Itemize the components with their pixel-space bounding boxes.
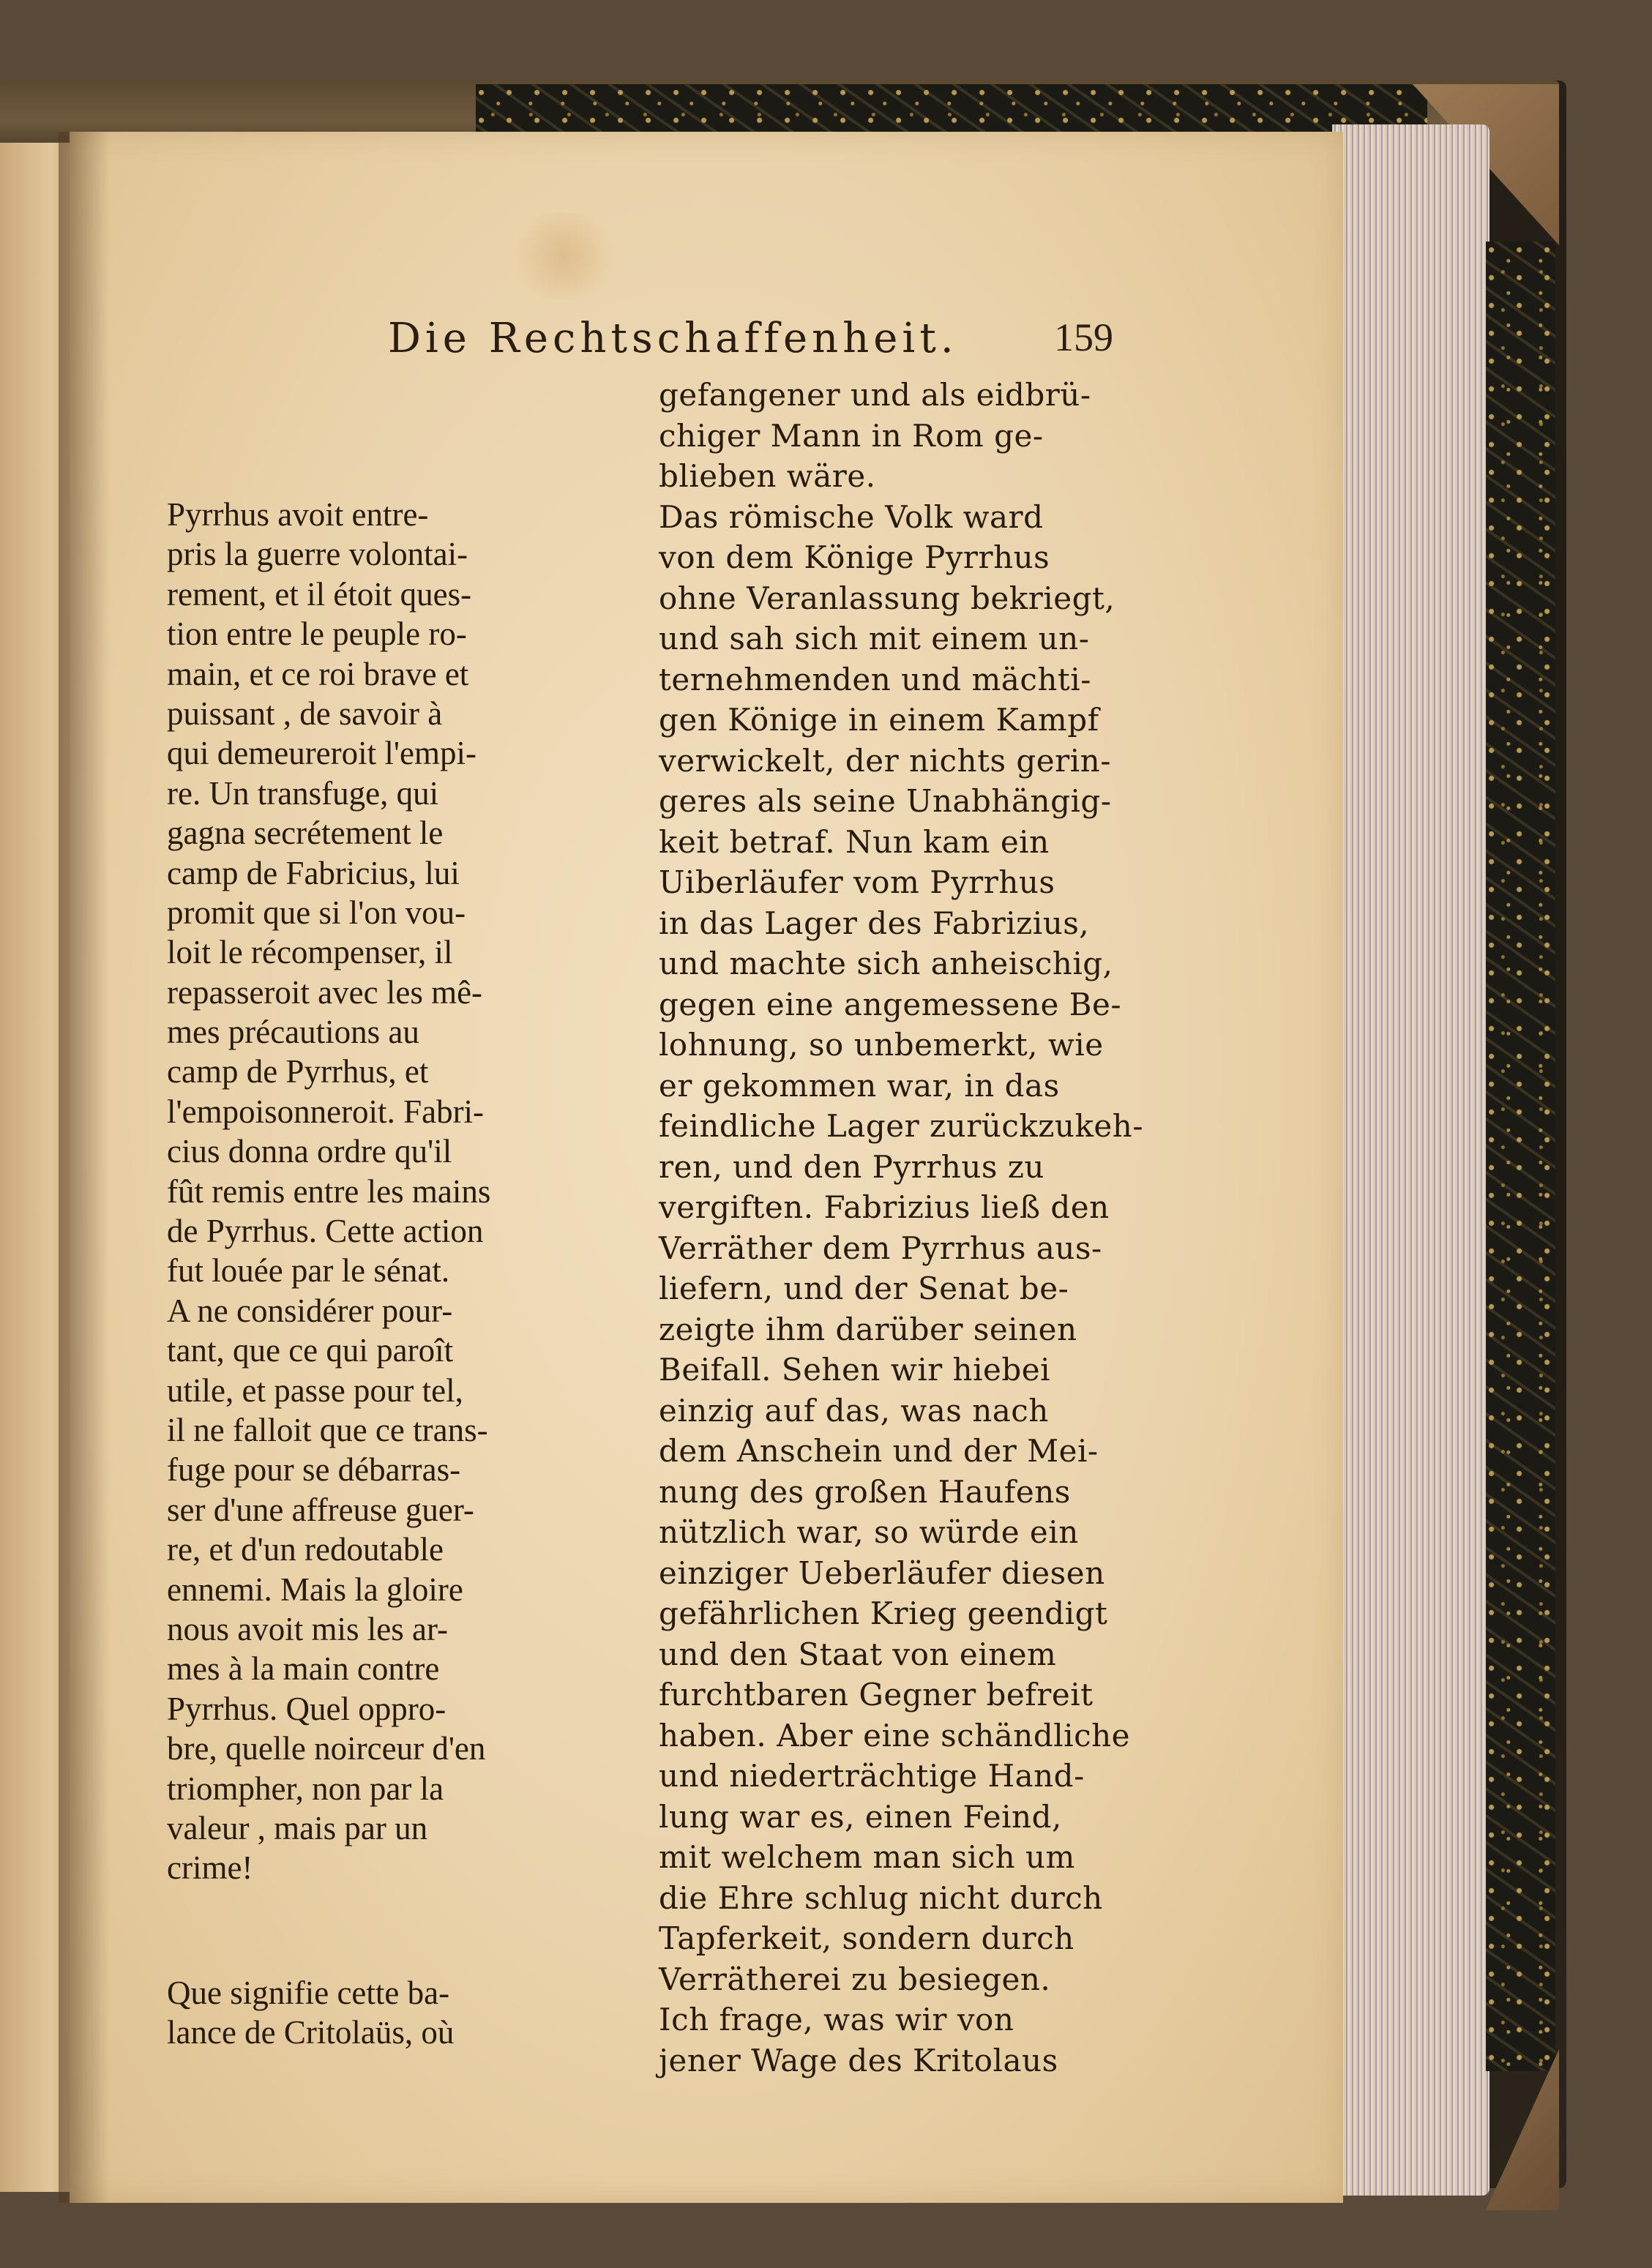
- page-number: 159: [1054, 315, 1113, 359]
- text-line: keit betraf. Nun kam ein: [659, 823, 1050, 860]
- text-line: fut louée par le sénat.: [167, 1252, 450, 1290]
- text-line: ren, und den Pyrrhus zu: [659, 1148, 1044, 1185]
- text-line: ternehmenden und mächti-: [659, 661, 1091, 697]
- text-line: Das römische Volk ward: [659, 498, 1044, 535]
- text-line: loit le récompenser, il: [167, 934, 453, 971]
- text-line: er gekommen war, in das: [659, 1067, 1060, 1104]
- text-line: lance de Critolaüs, où: [167, 2014, 455, 2051]
- text-line: gefährlichen Krieg geendigt: [659, 1595, 1108, 1631]
- text-line: qui demeureroit l'empi-: [167, 735, 476, 772]
- text-line: feindliche Lager zurückzukeh-: [659, 1108, 1144, 1144]
- text-line: liefern, und der Senat be-: [659, 1270, 1069, 1306]
- text-line: dem Anschein und der Mei-: [659, 1433, 1099, 1469]
- text-line: Que signifie cette ba-: [167, 1975, 450, 2011]
- text-line: Pyrrhus. Quel oppro-: [167, 1690, 446, 1727]
- text-line: jener Wage des Kritolaus: [659, 2042, 1058, 2078]
- text-line: und den Staat von einem: [659, 1636, 1057, 1672]
- text-line: ohne Veranlassung bekriegt,: [659, 580, 1115, 616]
- text-line: Uiberläufer vom Pyrrhus: [659, 864, 1055, 900]
- text-line: gagna secrétement le: [167, 815, 444, 852]
- text-line: tion entre le peuple ro-: [167, 615, 467, 653]
- text-line: de Pyrrhus. Cette action: [167, 1213, 484, 1250]
- page-stain: [505, 212, 622, 300]
- text-line: haben. Aber eine schändliche: [659, 1717, 1131, 1754]
- text-line: triompher, non par la: [167, 1770, 444, 1807]
- text-line: Beifall. Sehen wir hiebei: [659, 1352, 1051, 1388]
- text-line: repasseroit avec les mê-: [167, 973, 483, 1011]
- text-line: Tapferkeit, sondern durch: [659, 1920, 1074, 1956]
- text-line: blieben wäre.: [659, 458, 876, 494]
- text-line: rement, et il étoit ques-: [167, 575, 472, 613]
- text-line: valeur , mais par un: [167, 1809, 428, 1846]
- text-line: camp de Pyrrhus, et: [167, 1053, 429, 1090]
- text-line: tant, que ce qui paroît: [167, 1332, 454, 1369]
- text-line: bre, quelle noirceur d'en: [167, 1730, 486, 1767]
- text-line: main, et ce roi brave et: [167, 655, 469, 692]
- text-line: utile, et passe pour tel,: [167, 1371, 463, 1409]
- text-line: Verräther dem Pyrrhus aus-: [659, 1230, 1102, 1266]
- text-line: einziger Ueberläufer diesen: [659, 1554, 1105, 1591]
- text-line: crime!: [167, 1849, 253, 1887]
- text-line: einzig auf das, was nach: [659, 1392, 1049, 1429]
- text-line: vergiften. Fabrizius ließ den: [659, 1189, 1110, 1225]
- text-line: re. Un transfuge, qui: [167, 774, 439, 812]
- text-line: gefangener und als eidbrü-: [659, 377, 1091, 413]
- text-line: A ne considérer pour-: [167, 1292, 453, 1329]
- text-line: ennemi. Mais la gloire: [167, 1571, 463, 1608]
- text-line: Pyrrhus avoit entre-: [167, 496, 429, 533]
- text-line: und machte sich anheischig,: [659, 946, 1113, 981]
- text-line: promit que si l'on vou-: [167, 894, 466, 931]
- text-line: nützlich war, so würde ein: [659, 1514, 1079, 1550]
- text-line: verwickelt, der nichts gerin-: [659, 742, 1111, 779]
- text-line: mes à la main contre: [167, 1650, 440, 1688]
- text-line: nung des großen Haufens: [659, 1473, 1071, 1510]
- german-column: [659, 375, 1142, 2081]
- text-line: die Ehre schlug nicht durch: [659, 1879, 1103, 1916]
- text-line: mes précautions au: [167, 1014, 419, 1051]
- text-line: l'empoisonneroit. Fabri-: [167, 1093, 485, 1130]
- text-line: il ne falloit que ce trans-: [167, 1411, 488, 1448]
- text-line: gen Könige in einem Kampf: [659, 702, 1099, 738]
- text-line: Ich frage, was wir von: [659, 2002, 1014, 2037]
- text-line: lung war es, einen Feind,: [659, 1798, 1062, 1835]
- running-title: Die Rechtschaffenheit.: [388, 315, 958, 362]
- text-line: in das Lager des Fabrizius,: [659, 905, 1090, 941]
- text-line: zeigte ihm darüber seinen: [659, 1311, 1077, 1347]
- text-line: nous avoit mis les ar-: [167, 1610, 449, 1647]
- marbled-board-right: [1486, 242, 1555, 2071]
- text-line: pris la guerre volontai-: [167, 536, 468, 573]
- text-line: cius donna ordre qu'il: [167, 1133, 452, 1170]
- text-line: puissant , de savoir à: [167, 695, 443, 732]
- text-line: Verrätherei zu besiegen.: [659, 1961, 1051, 1997]
- text-line: camp de Fabricius, lui: [167, 854, 460, 891]
- text-line: chiger Mann in Rom ge-: [659, 417, 1044, 454]
- text-line: geres als seine Unabhängig-: [659, 783, 1112, 819]
- marbled-board-top: [476, 84, 1427, 139]
- text-line: gegen eine angemessene Be-: [659, 986, 1122, 1022]
- text-line: fût remis entre les mains: [167, 1172, 491, 1210]
- french-column-continued: [167, 1973, 635, 2053]
- text-line: lohnung, so unbemerkt, wie: [659, 1027, 1104, 1063]
- text-line: und sah sich mit einem un-: [659, 621, 1090, 656]
- text-line: furchtbaren Gegner befreit: [659, 1677, 1094, 1713]
- text-line: re, et d'un redoutable: [167, 1531, 444, 1568]
- text-line: von dem Könige Pyrrhus: [659, 539, 1050, 575]
- text-line: und niederträchtige Hand-: [659, 1758, 1085, 1794]
- french-column: [167, 495, 635, 1888]
- text-line: ser d'une affreuse guer-: [167, 1491, 474, 1528]
- gutter-shadow: [59, 132, 110, 2203]
- text-line: fuge pour se débarras-: [167, 1451, 461, 1489]
- page-block-edges: [1332, 124, 1490, 2196]
- text-line: mit welchem man sich um: [659, 1839, 1075, 1875]
